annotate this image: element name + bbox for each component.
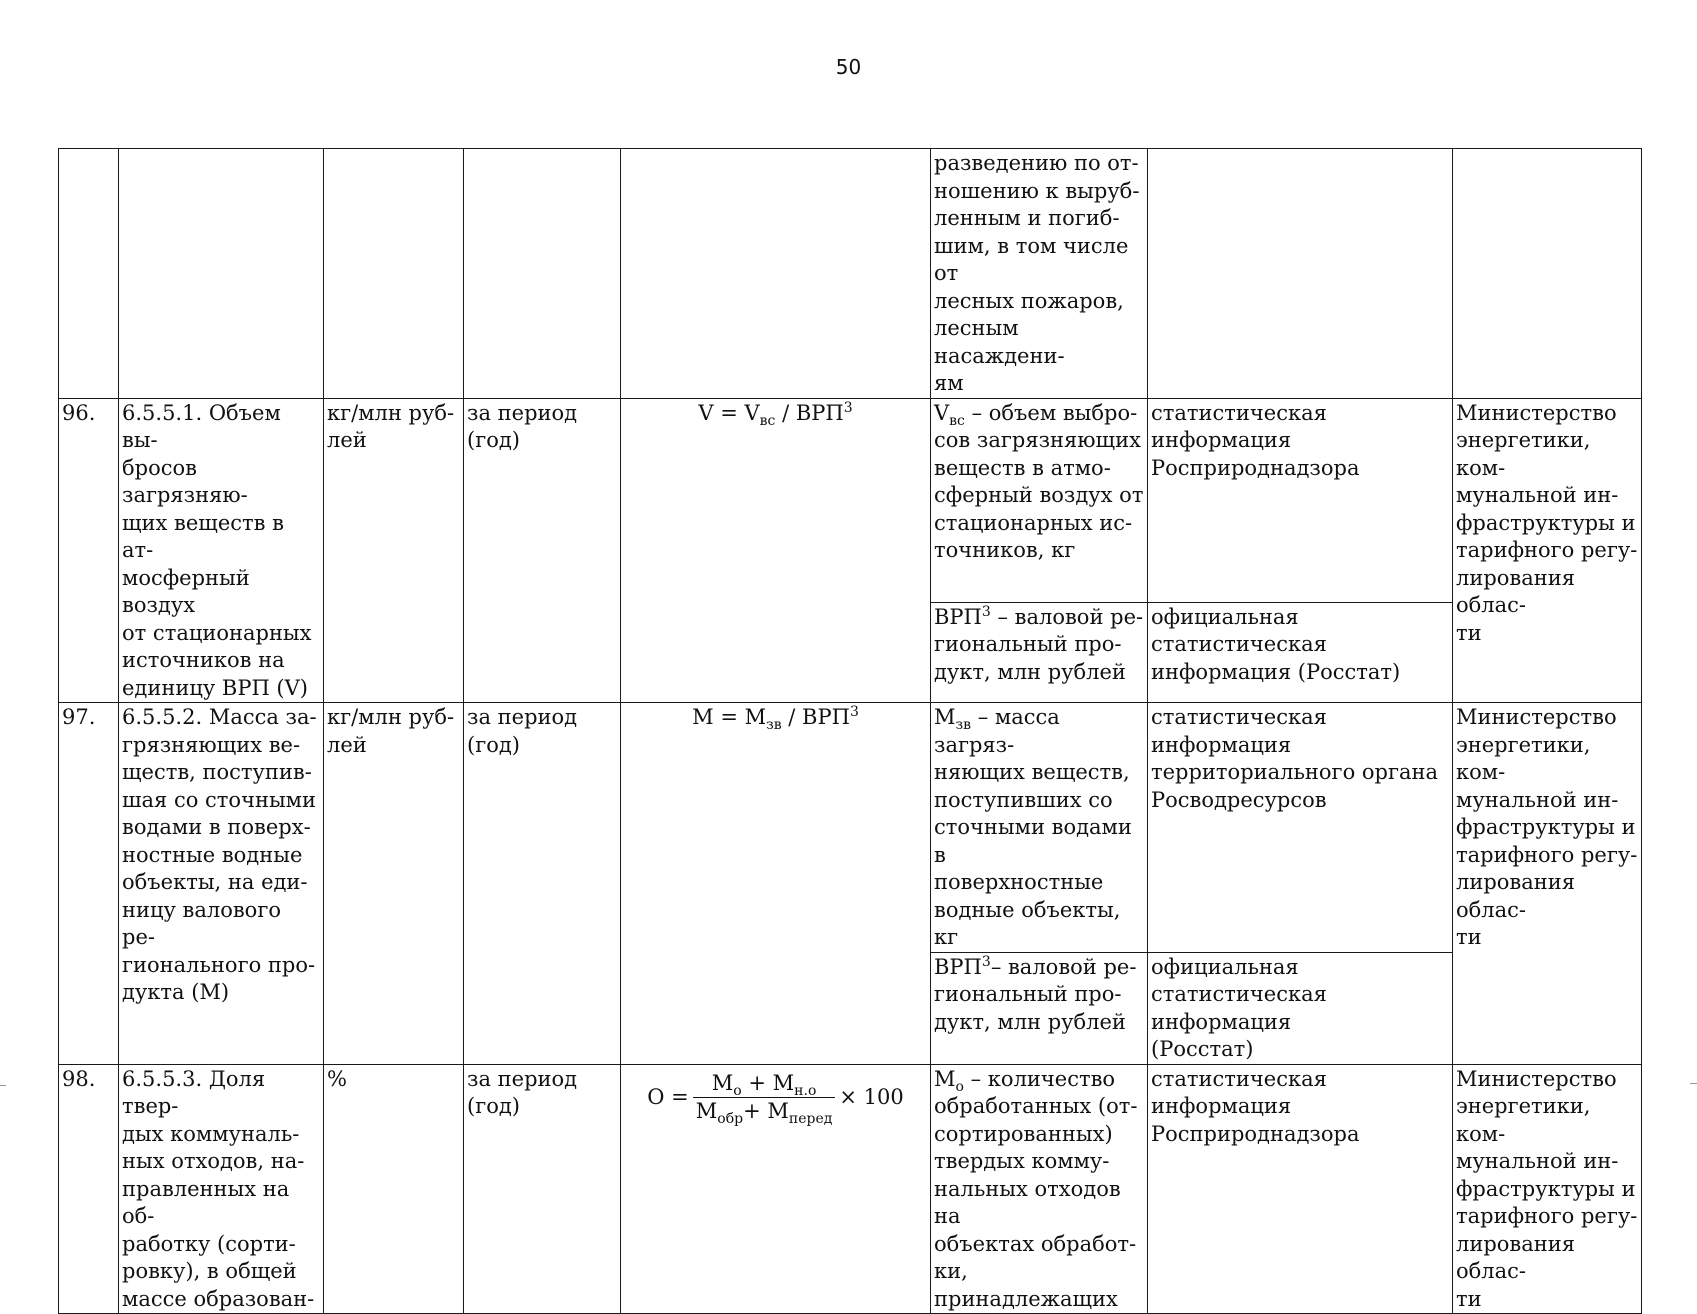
- cell-variable-definition: разведению по от- ношению к выруб- ленным и погиб- шим, в том числе от лесных пожаров, лесным насаждени- ям: [931, 149, 1148, 399]
- cell-period: за период (год): [464, 398, 621, 703]
- cell-responsible: Министерство энергетики, ком- мунальной ин- фраструктуры и тарифного регу- лирования облас- ти: [1453, 1064, 1642, 1314]
- page-number: 50: [835, 55, 862, 79]
- cell-period: за период (год): [464, 1064, 621, 1314]
- cell-unit: %: [324, 1064, 464, 1314]
- table-row-96: [59, 398, 1642, 602]
- fraction-denominator: $M_{обр}+ M_{перед}$: [695, 1099, 833, 1128]
- cell-indicator: 6.5.5.1. Объем вы- бросов загрязняю- щих веществ в ат- мосферный воздух от стационарных источников на единицу ВРП (V): [119, 398, 324, 703]
- scan-mark-right: [1690, 1083, 1697, 1084]
- cell-source: [1148, 149, 1453, 399]
- cell-variable-definition: ВРП$^3$ – валовой ре- гиональный про- дукт, млн рублей: [931, 602, 1148, 702]
- table-row-97: [59, 703, 1642, 953]
- fraction: [693, 1070, 836, 1126]
- cell-unit: кг/млн руб- лей: [324, 398, 464, 703]
- cell-variable-definition: $M_{зв}$ – масса загряз- няющих веществ, поступивших со сточными водами в поверхностные водные объекты, кг: [931, 703, 1148, 953]
- fraction-formula: O = $\frac{M_o + M_{н.о}}{M_{обр}+ M_{перед}}$ × 100: [647, 1070, 904, 1128]
- fraction-numerator: $M_o + M_{н.о}$: [693, 1070, 836, 1099]
- cell-source: официальная статистическая информация (Росстат): [1148, 952, 1453, 1064]
- cell-formula: [621, 149, 931, 399]
- indicators-table: [58, 148, 1642, 1314]
- cell-source: статистическая информация Росприроднадзора: [1148, 1064, 1453, 1314]
- cell-responsible: [1453, 149, 1642, 399]
- scan-mark-left: [0, 1085, 6, 1086]
- cell-period: за период (год): [464, 703, 621, 1065]
- cell-no: 98.: [59, 1064, 119, 1314]
- cell-period: [464, 149, 621, 399]
- cell-variable-definition: ВРП$^3$– валовой ре- гиональный про- дукт, млн рублей: [931, 952, 1148, 1064]
- cell-responsible: Министерство энергетики, ком- мунальной ин- фраструктуры и тарифного регу- лирования облас- ти: [1453, 398, 1642, 703]
- formula: $V = V_{вс} / ВРП^3$: [698, 399, 853, 429]
- cell-formula: [621, 703, 931, 1065]
- cell-variable-definition: $V_{вс}$ – объем выбро- сов загрязняющих веществ в атмо- сферный воздух от стационарных ис- точников, кг: [931, 398, 1148, 602]
- formula: $M = M_{зв} / ВРП^3$: [692, 704, 859, 734]
- cell-variable-definition: $M_o$ – количество обработанных (от- сортированных) твердых комму- нальных отходов на объектах обработ- ки, принадлежащих: [931, 1064, 1148, 1314]
- cell-source: статистическая информация территориального органа Росводресурсов: [1148, 703, 1453, 953]
- cell-formula: [621, 398, 931, 703]
- cell-unit: кг/млн руб- лей: [324, 703, 464, 1065]
- table-row-continuation: [59, 149, 1642, 399]
- cell-indicator: 6.5.5.2. Масса за- грязняющих ве- ществ, поступив- шая со сточными водами в поверх- ностные водные объекты, на еди- ницу валового ре- гионального про- дукта (М): [119, 703, 324, 1065]
- table-row-98: [59, 1064, 1642, 1314]
- cell-no: 96.: [59, 398, 119, 703]
- cell-indicator: [119, 149, 324, 399]
- cell-no: 97.: [59, 703, 119, 1065]
- cell-source: официальная статистическая информация (Росстат): [1148, 602, 1453, 702]
- cell-formula: [621, 1064, 931, 1314]
- cell-unit: [324, 149, 464, 399]
- cell-no: [59, 149, 119, 399]
- cell-responsible: Министерство энергетики, ком- мунальной ин- фраструктуры и тарифного регу- лирования облас- ти: [1453, 703, 1642, 1065]
- cell-indicator: 6.5.5.3. Доля твер- дых коммуналь- ных отходов, на- правленных на об- работку (сорти- ровку), в общей массе образован-: [119, 1064, 324, 1314]
- cell-source: статистическая информация Росприроднадзора: [1148, 398, 1453, 602]
